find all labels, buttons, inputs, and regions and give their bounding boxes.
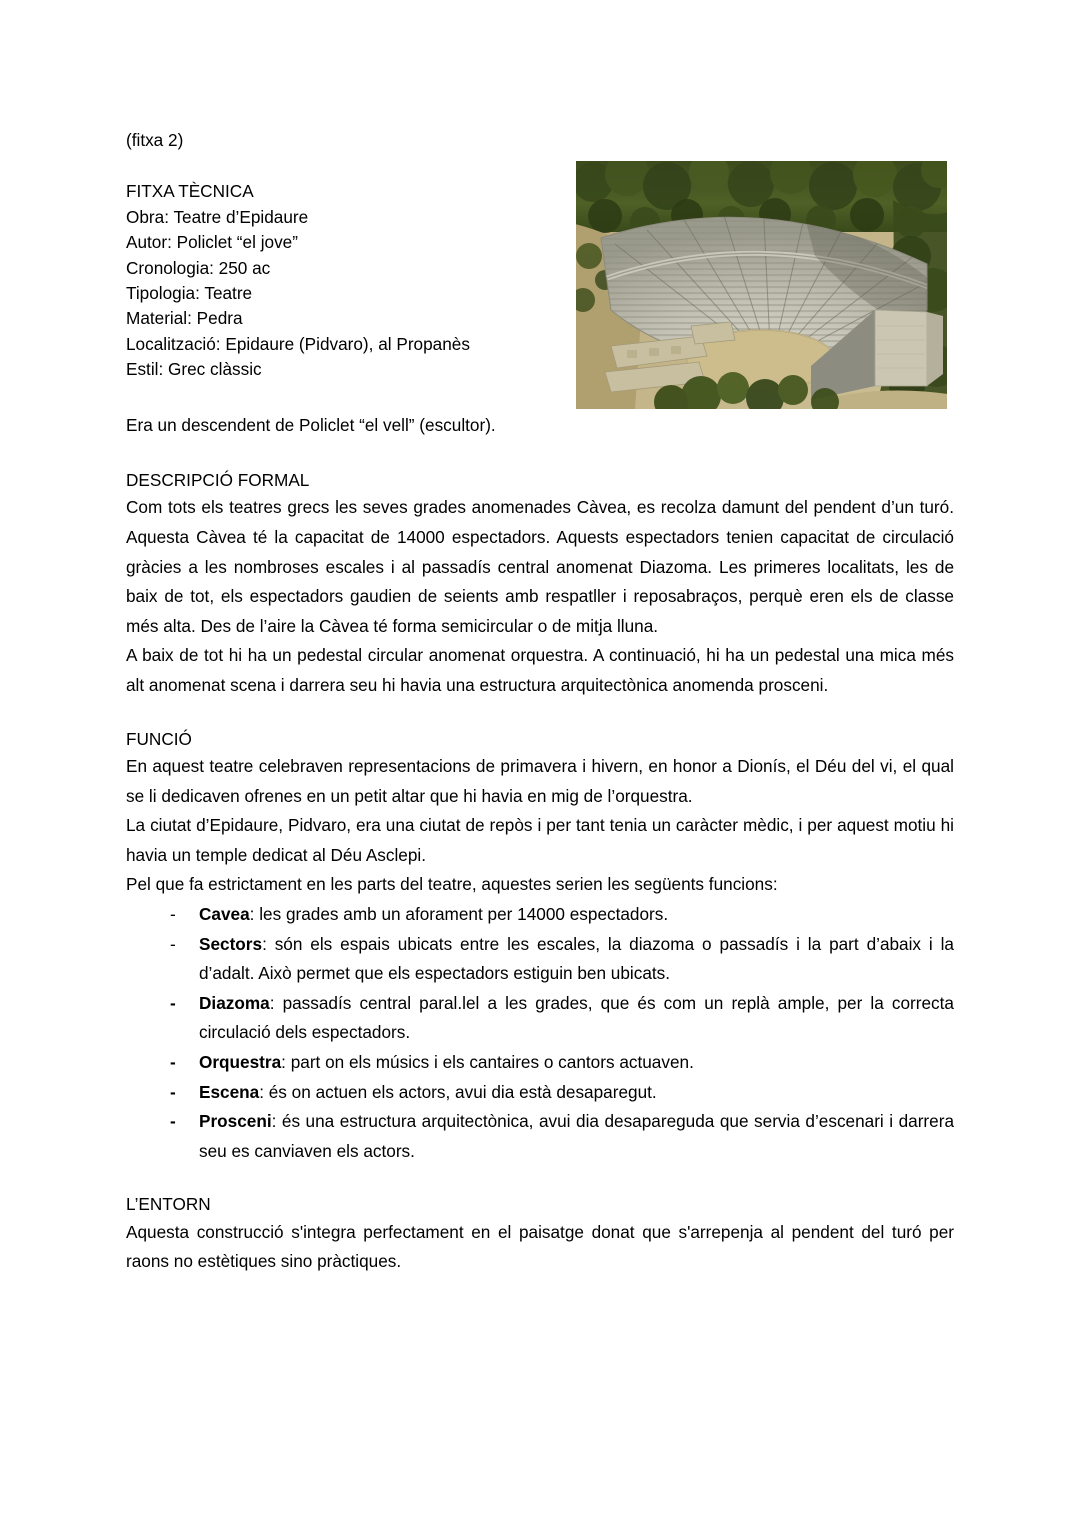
technical-sheet-row-obra: Obra: Teatre d’Epidaure: [126, 206, 309, 227]
part-term: Cavea: [199, 904, 250, 924]
bullet-dash: -: [170, 1111, 176, 1132]
list-item: [126, 1078, 954, 1108]
technical-sheet-row-material: Material: Pedra: [126, 308, 243, 329]
part-description: : és on actuen els actors, avui dia està desaparegut.: [259, 1081, 657, 1102]
list-item: [126, 1048, 954, 1078]
part-term: Prosceni: [199, 1111, 272, 1132]
function-paragraph-2: La ciutat d’Epidaure, Pidvaro, era una ciutat de repòs i per tant tenia un caràcter mèdic, i per aquest motiu hi havia un temple dedicat al Déu Asclepi.: [126, 815, 954, 865]
list-item: [126, 1107, 954, 1166]
part-description: : part on els músics i els cantaires o cantors actuaven.: [281, 1051, 694, 1072]
spacer: [126, 438, 954, 468]
list-item: [126, 989, 954, 1048]
list-item: [126, 900, 954, 930]
theatre-parts-list: [126, 900, 954, 1166]
function-paragraph-3: Pel que fa estrictament en les parts del teatre, aquestes serien les següents funcions:: [126, 874, 778, 895]
technical-sheet-row-estil: Estil: Grec clàssic: [126, 359, 262, 380]
part-term: Sectors: [199, 933, 263, 954]
technical-sheet-row-autor: Autor: Policlet “el jove”: [126, 232, 298, 253]
bullet-dash: -: [170, 933, 176, 954]
formal-description-paragraph-1: Com tots els teatres grecs les seves grades anomenades Càvea, es recolza damunt del pendent d’un turó. Aquesta Càvea té la capacitat de 14000 espectadors. Aquests espectadors tenien capacitat de circulació gràcies a les nombroses escales i al passadís central anomenat Diazoma. Les primeres localitats, les de baix de tot, els espectadors gaudien de seients amb respatller i reposabraços, perquè eren els de classe més alta. Des de l’aire la Càvea té forma semicircular o de mitja lluna.: [126, 497, 954, 636]
part-description: : les grades amb un aforament per 14000 espectadors.: [249, 904, 669, 924]
part-term: Diazoma: [199, 992, 270, 1013]
spacer: [126, 1166, 954, 1192]
technical-sheet-row-cronologia: Cronologia: 250 ac: [126, 257, 271, 278]
part-term: Escena: [199, 1081, 260, 1102]
technical-sheet-row-tipologia: Tipologia: Teatre: [126, 283, 253, 304]
part-description: : és una estructura arquitectònica, avui dia desapareguda que servia d’escenari i darrera seu es canviaven els actors.: [199, 1111, 954, 1161]
part-term: Orquestra: [199, 1051, 282, 1072]
function-paragraph-1: En aquest teatre celebraven representacions de primavera i hivern, en honor a Dionís, el Déu del vi, el qual se li dedicaven ofrenes en un petit altar que hi havia en mig de l’orquestra.: [126, 756, 954, 806]
document-body: [126, 128, 954, 1277]
bullet-dash: -: [170, 992, 176, 1013]
part-description: : passadís central paral.lel a les grades, que és com un replà ample, per la correcta circulació dels espectadors.: [199, 992, 954, 1043]
author-note: Era un descendent de Policlet “el vell” (escultor).: [126, 414, 496, 435]
technical-sheet-row-localitzacio: Localització: Epidaure (Pidvaro), al Propanès: [126, 333, 470, 354]
spacer: [126, 383, 954, 413]
spacer: [126, 701, 954, 727]
part-description: : són els espais ubicats entre les escales, la diazoma o passadís i la part d’abaix i la d’adalt. Això permet que els espectadors estiguin ben ubicats.: [199, 933, 954, 984]
page-label: (fitxa 2): [126, 130, 184, 150]
section-heading-function: FUNCIÓ: [126, 728, 192, 749]
bullet-dash: -: [170, 1081, 176, 1102]
technical-sheet-block: [126, 179, 954, 382]
technical-sheet-heading: FITXA TÈCNICA: [126, 181, 254, 202]
bullet-dash: -: [170, 1051, 176, 1072]
section-heading-formal-description: DESCRIPCIÓ FORMAL: [126, 470, 310, 491]
formal-description-paragraph-2: A baix de tot hi ha un pedestal circular anomenat orquestra. A continuació, hi ha un pedestal una mica més alt anomenat scena i darrera seu hi havia una estructura arquitectònica anomenda prosceni.: [126, 645, 954, 696]
list-item: [126, 930, 954, 989]
section-heading-environment: L’ENTORN: [126, 1194, 211, 1215]
bullet-dash: -: [170, 904, 176, 924]
environment-paragraph-1: Aquesta construcció s'integra perfectament en el paisatge donat que s'arrepenja al pendent del turó per raons no estètiques sino pràctiques.: [126, 1221, 954, 1272]
